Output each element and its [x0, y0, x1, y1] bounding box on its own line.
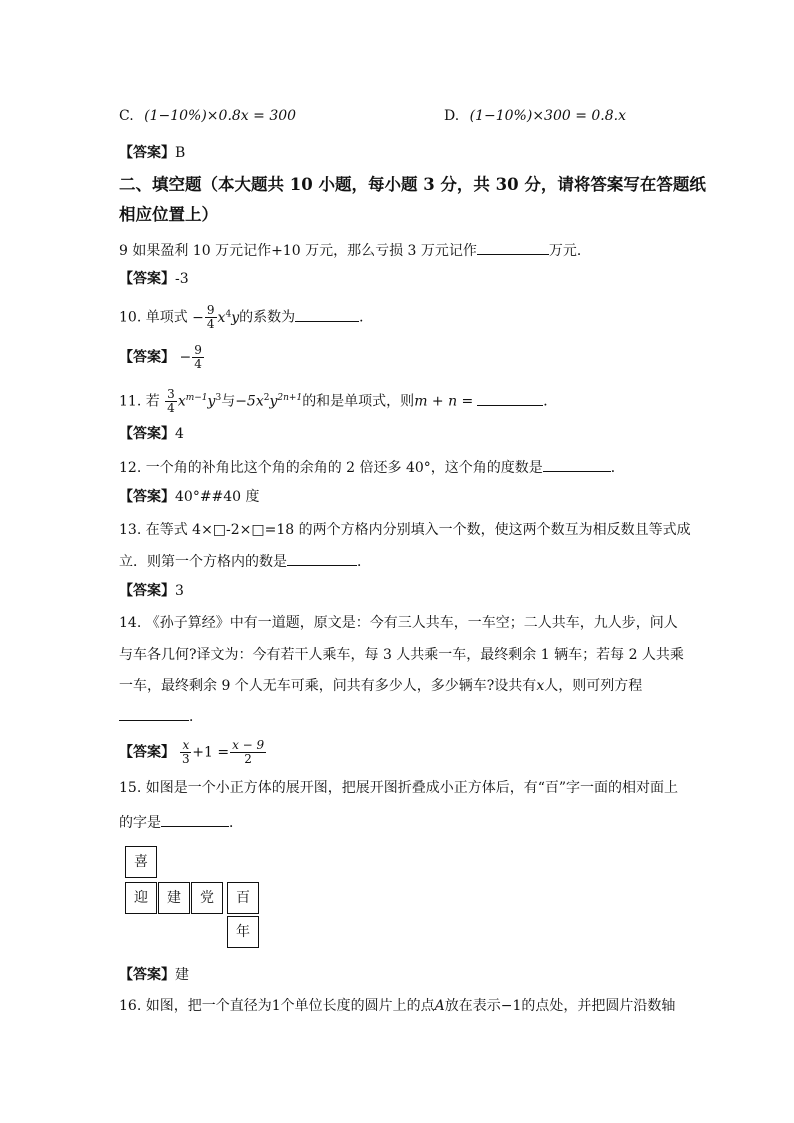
question-text: 12. 一个角的补角比这个角的余角的 2 倍还多 40°，这个角的度数是	[119, 460, 543, 476]
question-10: 10. 单项式 − $\frac{9}{4}$ $x^4y$的系数为 ．	[119, 303, 374, 332]
question-text: 个单位长度的圆片上的点	[280, 998, 435, 1014]
answer-blank[interactable]	[287, 551, 357, 566]
answer-label: 【答案】	[119, 271, 175, 287]
question-text: 人，则可列方程	[544, 678, 643, 694]
question-14-blank: ．	[119, 706, 203, 727]
answer-15	[119, 965, 189, 985]
answer-label: 【答案】	[119, 744, 175, 761]
answer-14: 【答案】 $\frac{x}{3}$ +1 = $\frac{x - 9}{2}$	[119, 738, 265, 766]
question-text: 的系数为	[239, 309, 296, 326]
answer-value: 3	[175, 583, 184, 599]
answer-value: -3	[175, 271, 189, 287]
question-text: 的和是单项式，则	[302, 393, 415, 410]
question-14: 14. 《孙子算经》中有一道题，原文是：今有三人共车，一车空；二人共车，九人步，问人	[119, 615, 678, 631]
option-c	[119, 106, 296, 126]
answer-label: 【答案】	[119, 967, 175, 983]
answer-10	[119, 344, 205, 371]
section-title-cont: 相应位置上）	[119, 205, 218, 224]
fraction: $\frac{x}{3}$	[182, 738, 190, 766]
coefficient-expression: − $\frac{9}{4}$ $x^4y$	[192, 303, 240, 332]
answer-label: 【答案】	[119, 489, 175, 505]
question-16: 16. 如图，把一个直径为1个单位长度的圆片上的点A放在表示−1的点处，并把圆片沿数轴	[119, 998, 676, 1014]
question-15: 15. 如图是一个小正方体的展开图，把展开图折叠成小正方体后，有“百”字一面的相对面上	[119, 780, 679, 796]
question-text: m + n =	[414, 393, 474, 410]
question-text: 与	[221, 393, 236, 410]
option-c-label: C.	[119, 108, 134, 124]
fraction: $\frac{9}{4}$	[206, 303, 215, 332]
answer-value: 建	[175, 967, 189, 983]
answer-8	[119, 143, 185, 163]
option-d-expression: (1−10%)×300 = 0.8.x	[469, 108, 627, 124]
question-11: 11. 若 $\frac{3}{4}$ $x^{m-1}y^3$与$-5x^2y^{2n+1}$的和是单项式，则m + n = ．	[119, 387, 558, 416]
fraction: $\frac{x - 9}{2}$	[232, 738, 265, 766]
answer-label: 【答案】	[119, 145, 175, 161]
question-text: 16. 如图，把一个直径为	[119, 998, 272, 1014]
answer-blank[interactable]	[295, 307, 359, 322]
fraction: $\frac{3}{4}$	[167, 387, 175, 416]
answer-9	[119, 269, 189, 289]
net-cell: 建	[158, 882, 190, 914]
answer-12	[119, 487, 260, 507]
net-cell: 迎	[125, 882, 157, 914]
question-text: 放在表示	[444, 998, 501, 1014]
question-text: 万元．	[548, 243, 591, 259]
answer-value: 40°##40 度	[175, 489, 260, 505]
question-14-line3	[119, 676, 642, 696]
answer-13	[119, 581, 184, 601]
question-14-line2: 与车各几何?译文为：今有若干人乘车，每 3 人共乘一车，最终剩余 1 辆车；若每 2 人共乘	[119, 647, 684, 663]
answer-value: 4	[175, 426, 184, 442]
question-13: 13. 在等式 4×□-2×□=18 的两个方格内分别填入一个数，使这两个数互为相反数且等式成	[119, 522, 691, 538]
question-text: 的点处，并把圆片沿数轴	[521, 998, 676, 1014]
question-15-line2: 的字是 ．	[119, 812, 243, 833]
question-text: 的字是	[119, 815, 161, 831]
question-text: 10. 单项式	[119, 309, 188, 326]
answer-blank[interactable]	[477, 391, 543, 406]
net-cell: 年	[227, 916, 259, 948]
option-d	[444, 106, 626, 126]
answer-value: B	[175, 145, 186, 161]
answer-label: 【答案】	[119, 583, 175, 599]
question-text: 一车，最终剩余 9 个人无车可乘，问共有多少人，多少辆车?设共有	[119, 678, 537, 694]
answer-11	[119, 424, 184, 444]
answer-label: 【答案】	[119, 426, 175, 442]
question-9	[119, 240, 591, 261]
option-d-label: D.	[444, 108, 460, 124]
option-c-expression: (1−10%)×0.8x = 300	[144, 108, 297, 124]
net-cell: 百	[227, 882, 259, 914]
answer-blank[interactable]	[119, 706, 189, 721]
question-text: 立．则第一个方格内的数是	[119, 554, 287, 570]
answer-blank[interactable]	[477, 240, 549, 255]
answer-blank[interactable]	[543, 457, 611, 472]
section-title: 二、填空题（本大题共 10 小题，每小题 3 分，共 30 分，请将答案写在答题纸	[119, 175, 706, 194]
answer-label: 【答案】	[119, 349, 175, 366]
question-text: 9 如果盈利 10 万元记作+10 万元，那么亏损 3 万元记作	[119, 243, 477, 259]
question-13-cont: 立．则第一个方格内的数是 ．	[119, 551, 371, 572]
variable: x	[536, 678, 545, 694]
question-12: 12. 一个角的补角比这个角的余角的 2 倍还多 40°，这个角的度数是 ．	[119, 457, 625, 478]
net-cell: 党	[191, 882, 223, 914]
fraction: $\frac{9}{4}$	[194, 343, 202, 371]
answer-value: −	[179, 349, 192, 366]
answer-blank[interactable]	[161, 812, 229, 827]
question-text: 11. 若	[119, 393, 160, 410]
net-cell: 喜	[125, 846, 157, 878]
